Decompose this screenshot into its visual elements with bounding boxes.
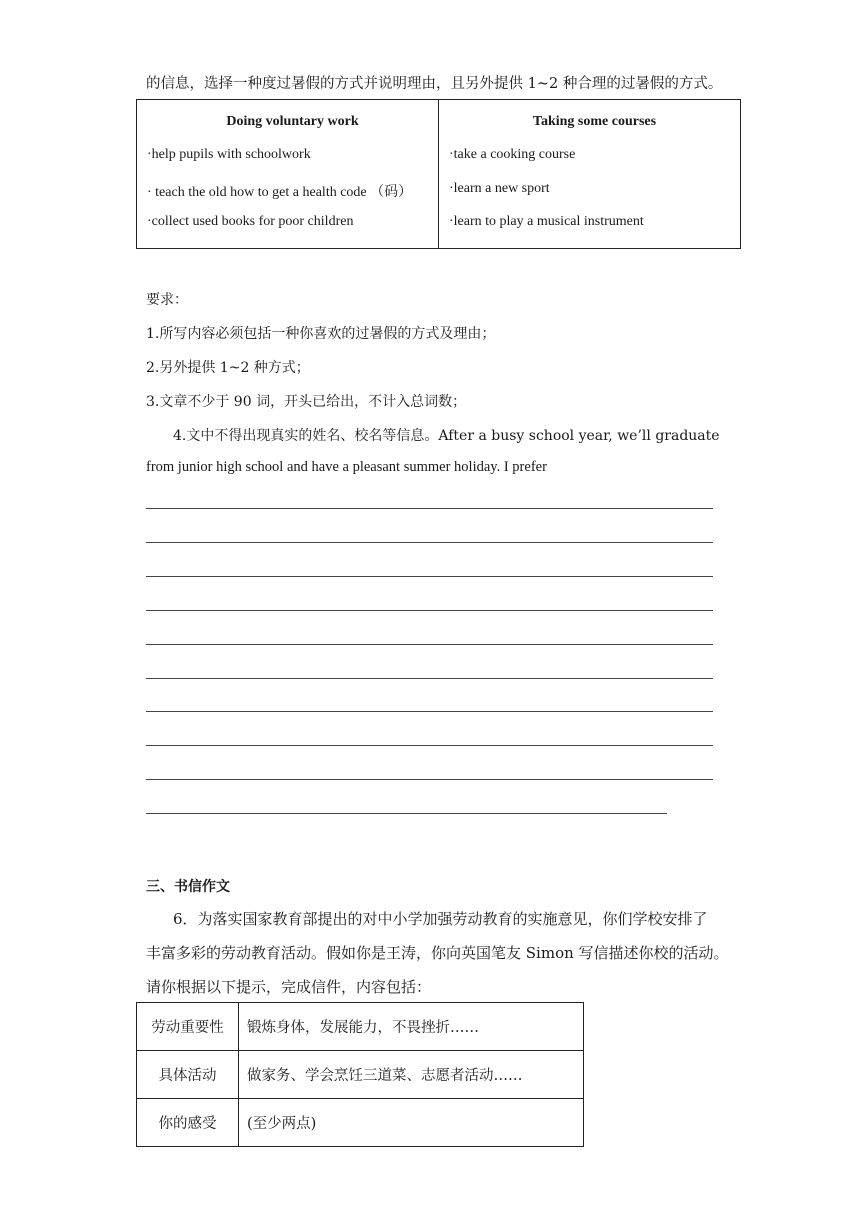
voluntary-item: · teach the old how to get a health code （码） bbox=[147, 184, 413, 200]
hint-value: 锻炼身体，发展能力，不畏挫折…… bbox=[239, 1003, 584, 1051]
writing-line[interactable] bbox=[146, 576, 713, 577]
question-6-line1: 6．为落实国家教育部提出的对中小学加强劳动教育的实施意见，你们学校安排了 bbox=[173, 910, 708, 928]
requirement-4: 4.文中不得出现真实的姓名、校名等信息。After a busy school year, we’ll graduate bbox=[173, 428, 720, 444]
section-3-title: 三、书信作文 bbox=[146, 879, 230, 895]
hint-value: (至少两点) bbox=[239, 1099, 584, 1147]
writing-line[interactable] bbox=[146, 644, 713, 645]
writing-line[interactable] bbox=[146, 678, 713, 679]
writing-line[interactable] bbox=[146, 745, 713, 746]
writing-line[interactable] bbox=[146, 813, 667, 814]
table-row bbox=[137, 1051, 584, 1099]
writing-line[interactable] bbox=[146, 508, 713, 509]
writing-prompt-start: from junior high school and have a pleasant summer holiday. I prefer bbox=[146, 459, 547, 475]
requirement-3: 3.文章不少于 90 词，开头已给出，不计入总词数； bbox=[146, 394, 467, 410]
courses-column bbox=[439, 100, 741, 249]
requirement-1: 1.所写内容必须包括一种你喜欢的过暑假的方式及理由； bbox=[146, 326, 496, 342]
table-row bbox=[137, 1099, 584, 1147]
intro-text: 的信息，选择一种度过暑假的方式并说明理由，且另外提供 1~2 种合理的过暑假的方式。 bbox=[146, 76, 723, 92]
letter-hints-table bbox=[136, 1002, 584, 1147]
hint-key: 具体活动 bbox=[137, 1051, 239, 1099]
hint-key: 你的感受 bbox=[137, 1099, 239, 1147]
voluntary-item: ·collect used books for poor children bbox=[147, 214, 354, 229]
requirement-2: 2.另外提供 1~2 种方式； bbox=[146, 360, 310, 376]
course-item: ·learn to play a musical instrument bbox=[449, 214, 644, 229]
requirements-title: 要求： bbox=[146, 292, 188, 308]
voluntary-work-column bbox=[137, 100, 439, 249]
writing-line[interactable] bbox=[146, 542, 713, 543]
writing-line[interactable] bbox=[146, 610, 713, 611]
course-item: ·take a cooking course bbox=[449, 147, 576, 162]
courses-header: Taking some courses bbox=[532, 114, 657, 129]
hint-key: 劳动重要性 bbox=[137, 1003, 239, 1051]
voluntary-work-header: Doing voluntary work bbox=[226, 114, 359, 129]
hint-value: 做家务、学会烹饪三道菜、志愿者活动…… bbox=[239, 1051, 584, 1099]
writing-line[interactable] bbox=[146, 711, 713, 712]
course-item: ·learn a new sport bbox=[449, 180, 550, 196]
voluntary-item: ·help pupils with schoolwork bbox=[147, 147, 311, 162]
writing-line[interactable] bbox=[146, 779, 713, 780]
summer-options-table bbox=[136, 99, 741, 249]
question-6-line3: 请你根据以下提示，完成信件，内容包括： bbox=[146, 978, 432, 996]
table-row bbox=[137, 1003, 584, 1051]
question-6-line2: 丰富多彩的劳动教育活动。假如你是王涛，你向英国笔友 Simon 写信描述你校的活动。 bbox=[146, 944, 729, 962]
